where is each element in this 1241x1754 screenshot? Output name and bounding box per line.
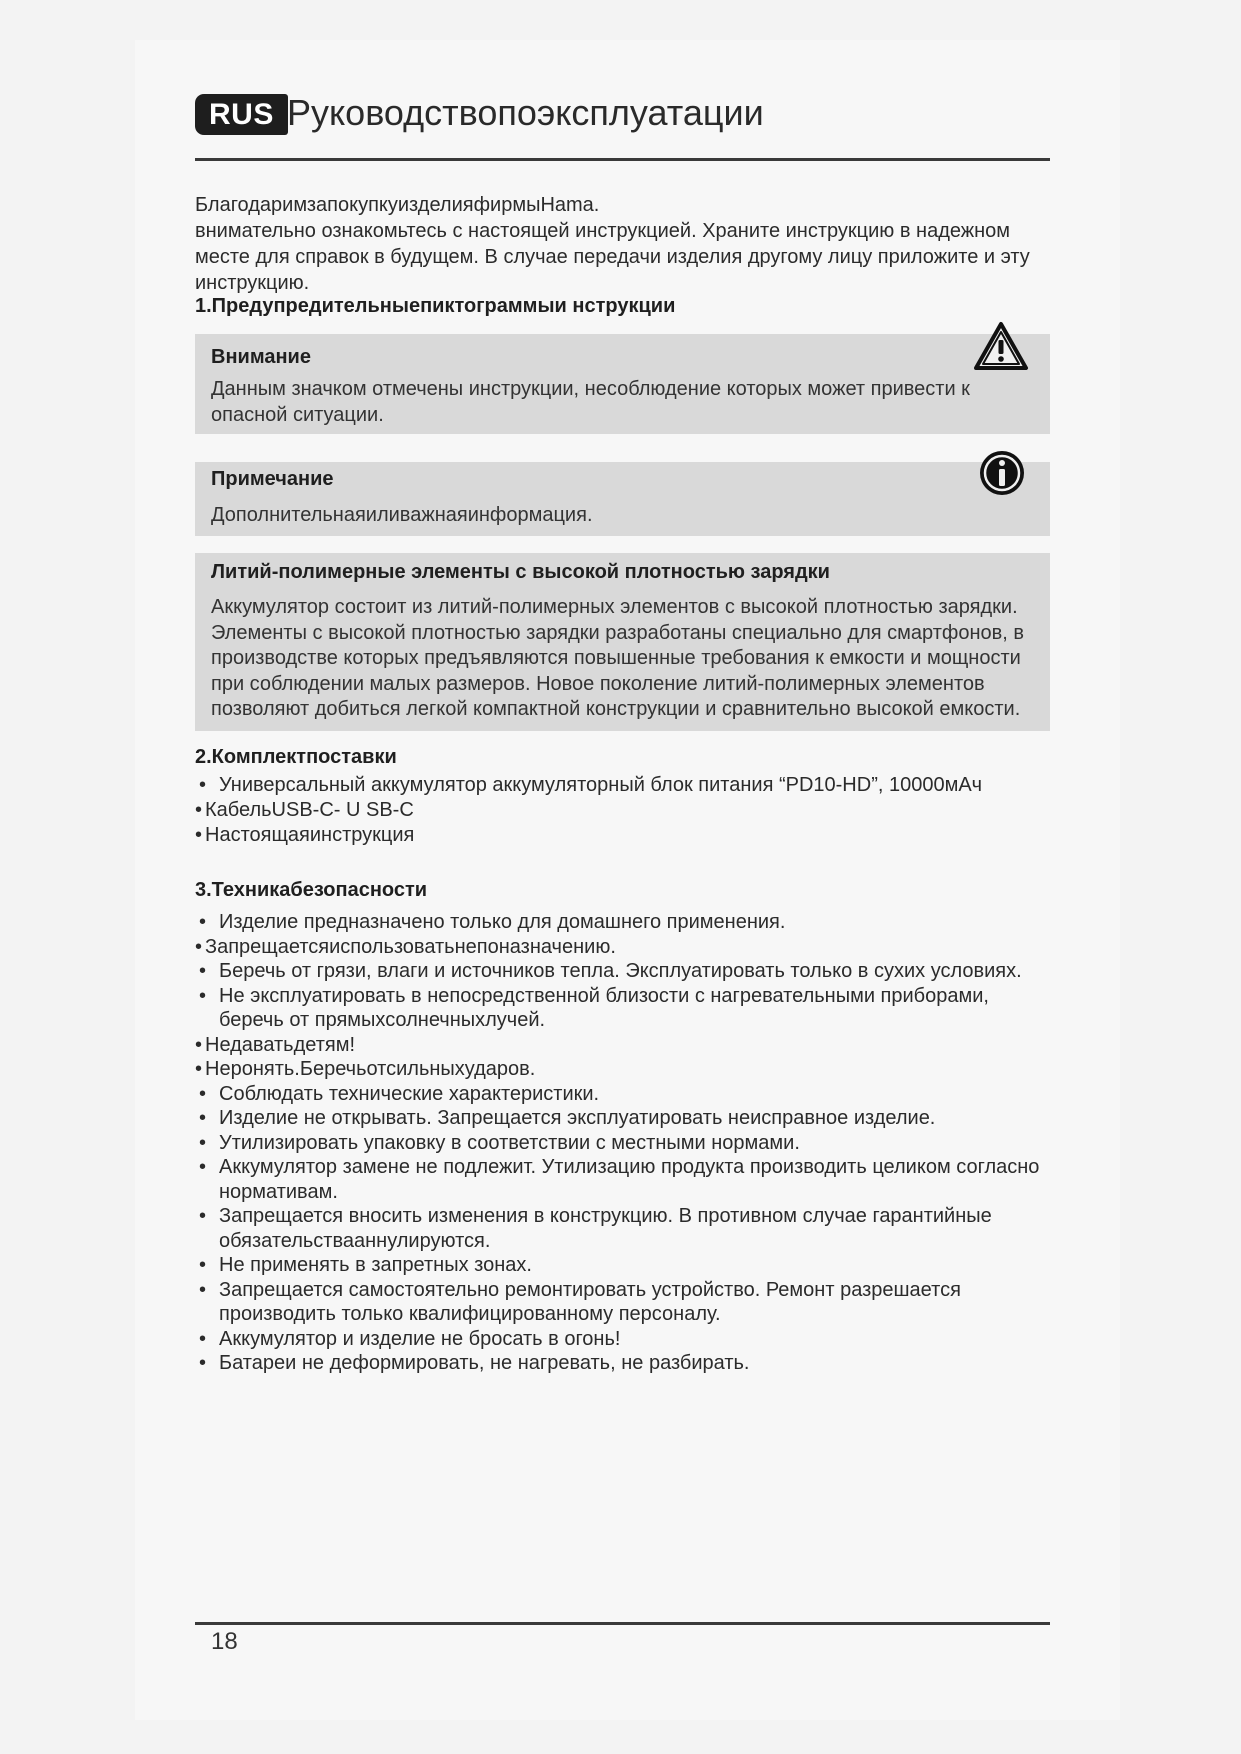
list-item: • Изделие не открывать. Запрещается эксплуатировать неисправное изделие. xyxy=(195,1106,1055,1131)
list-item: • Аккумулятор и изделие не бросать в огонь! xyxy=(195,1327,1055,1352)
section-2-heading: 2.Комплектпоставки xyxy=(195,746,397,768)
list-item: • Беречь от грязи, влаги и источников тепла. Эксплуатировать только в сухих условиях. xyxy=(195,959,1055,984)
note-text: Дополнительнаяиливажнаяинформация. xyxy=(211,504,593,526)
package-contents-list xyxy=(195,773,1055,848)
list-item: • Утилизировать упаковку в соответствии с местными нормами. xyxy=(195,1131,1055,1156)
warning-title: Внимание xyxy=(211,346,311,368)
lipo-box xyxy=(195,553,1050,731)
lipo-text: Аккумулятор состоит из литий-полимерных элементов с высокой плотностью зарядки. Элементы с высокой плотностью зарядки разработаны специально для смартфонов, в производстве которых предъявляются повышенные требования к емкости и мощности при соблюдении малых размеров. Новое поколение литий-полимерных элементов позволяют добиться легкой компактной конструкции и сравнительно высокой емкости. xyxy=(211,596,1024,720)
list-item: • КабельUSB-C- U SB-C xyxy=(195,798,1055,823)
footer-divider xyxy=(195,1622,1050,1625)
list-item: • Запрещается вносить изменения в конструкцию. В противном случае гарантийные обязательствааннулируются. xyxy=(195,1204,1055,1253)
warning-triangle-icon xyxy=(973,320,1029,372)
warning-text: Данным значком отмечены инструкции, несоблюдение которых может привести к опасной ситуации. xyxy=(211,378,970,426)
list-item: • Недаватьдетям! xyxy=(195,1033,1055,1058)
note-box xyxy=(195,462,1050,536)
list-item: • Запрещаетсяиспользоватьнепоназначению. xyxy=(195,935,1055,960)
page-title: Руководствопоэксплуатации xyxy=(287,92,764,133)
list-item: • Не эксплуатировать в непосредственной близости с нагревательными приборами, беречь от прямыхсолнечныхлучей. xyxy=(195,984,1055,1033)
lipo-title: Литий-полимерные элементы с высокой плотностью зарядки xyxy=(211,561,830,583)
list-item: • Соблюдать технические характеристики. xyxy=(195,1082,1055,1107)
list-item: • Аккумулятор замене не подлежит. Утилизацию продукта производить целиком согласно нормативам. xyxy=(195,1155,1055,1204)
list-item: • Изделие предназначено только для домашнего применения. xyxy=(195,910,1055,935)
info-circle-icon xyxy=(977,448,1027,498)
page-number: 18 xyxy=(211,1628,238,1655)
safety-list xyxy=(195,910,1055,1376)
warning-box xyxy=(195,334,1050,434)
list-item: • Настоящаяинструкция xyxy=(195,823,1055,848)
section-1-heading: 1.Предупредительныепиктограммыи нструкции xyxy=(195,295,676,317)
language-badge: RUS xyxy=(195,94,288,135)
note-title: Примечание xyxy=(211,468,334,490)
list-item: • Не применять в запретных зонах. xyxy=(195,1253,1055,1278)
page-header xyxy=(195,86,1050,161)
section-3-heading: 3.Техникабезопасности xyxy=(195,879,428,901)
list-item: • Неронять.Беречьотсильныхударов. xyxy=(195,1057,1055,1082)
list-item: • Запрещается самостоятельно ремонтировать устройство. Ремонт разрешается производить только квалифицированному персоналу. xyxy=(195,1278,1055,1327)
intro-thanks: БлагодаримзапокупкуизделияфирмыHama. xyxy=(195,194,600,216)
intro-instructions: внимательно ознакомьтесь с настоящей инструкцией. Храните инструкцию в надежном месте для справок в будущем. В случае передачи изделия другому лицу приложите и эту инструкцию. xyxy=(195,220,1030,294)
list-item: • Универсальный аккумулятор аккумуляторный блок питания “PD10-HD”, 10000мАч xyxy=(195,773,1055,798)
list-item: • Батареи не деформировать, не нагревать, не разбирать. xyxy=(195,1351,1055,1376)
